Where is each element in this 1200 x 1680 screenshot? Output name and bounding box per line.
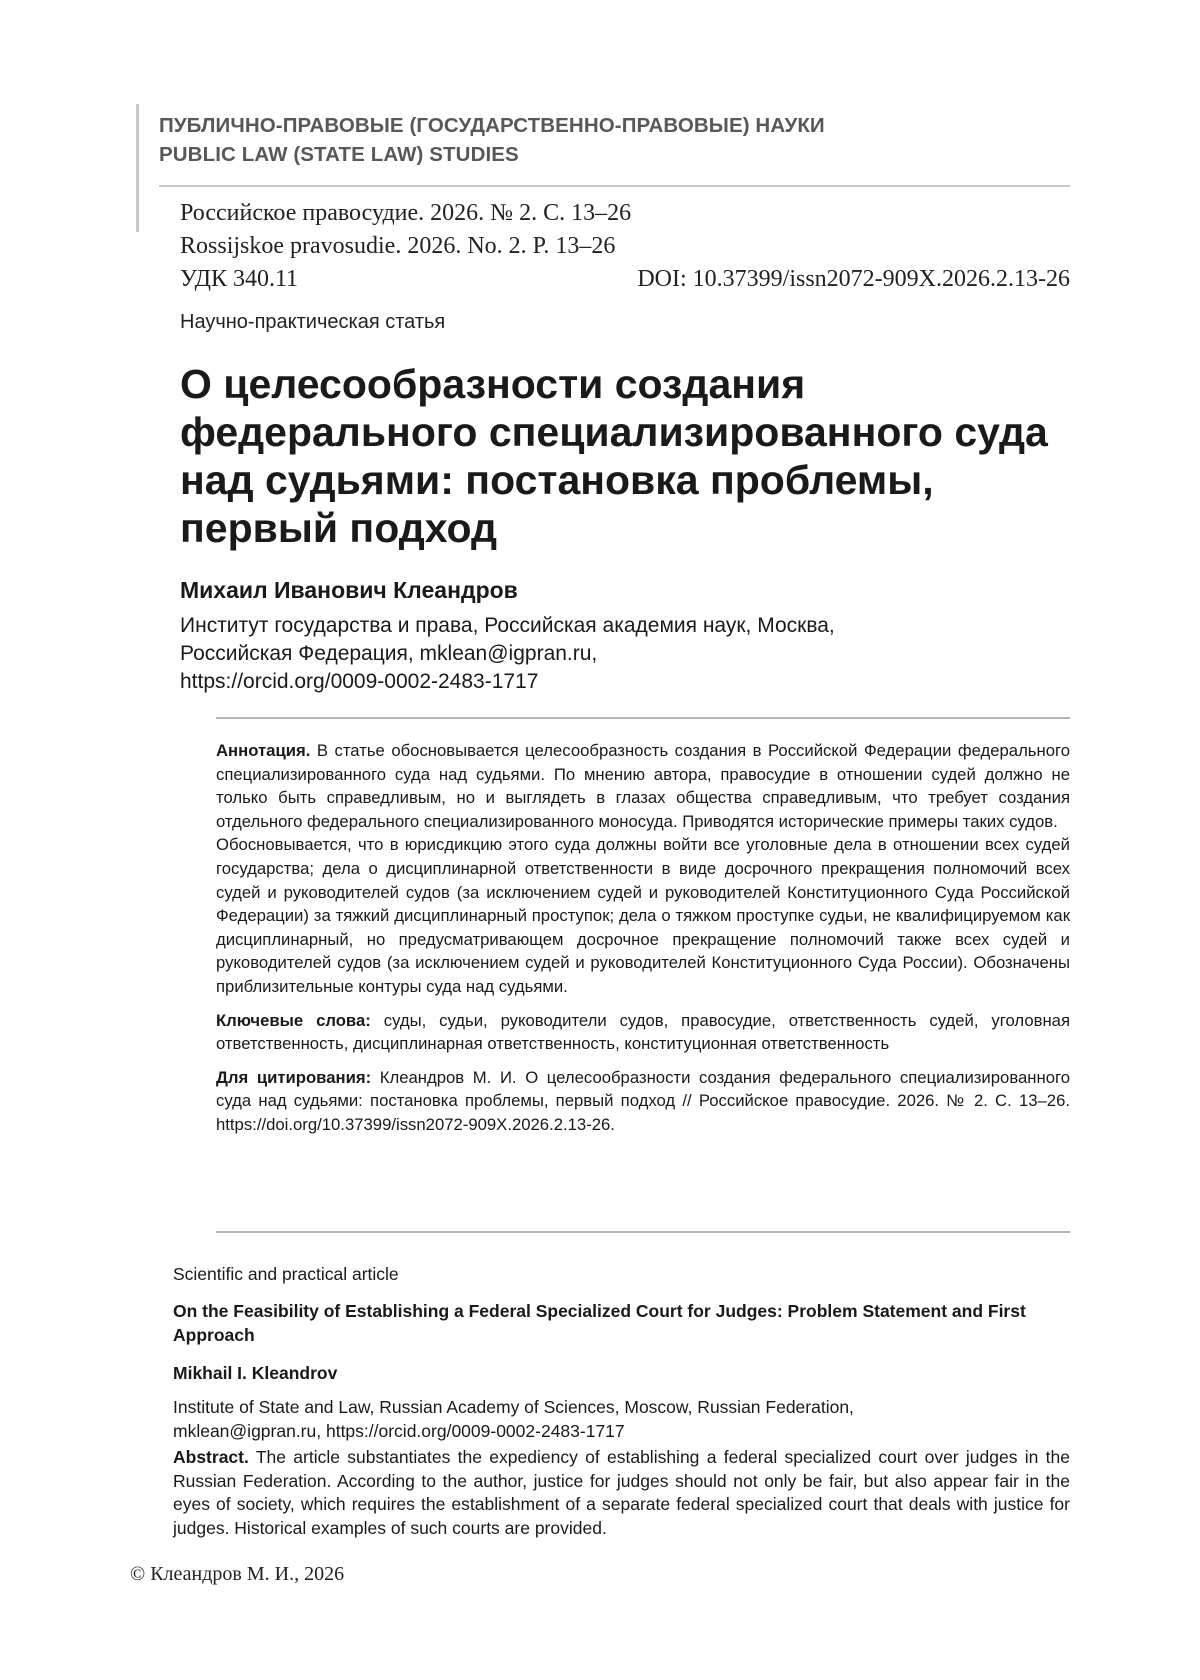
keywords-label: Ключевые слова:: [216, 1010, 371, 1030]
keywords-text: суды, судьи, руководители судов, правосудие, ответственность судей, уголовная ответственность, дисциплинарная ответственность, конституционная ответственность: [216, 1010, 1071, 1054]
affiliation-ru: [180, 612, 1000, 696]
abstract-divider-bottom: [216, 1231, 1070, 1233]
keywords: [216, 1009, 1070, 1056]
cite-text: Клеандров М. И. О целесообразности создания федерального специализированного суда над судьями: постановка проблемы, первый подход // Российское правосудие. 2026. № 2. С. 13–26. https://doi.org/10.37399/issn2072-909X.2026.2.13-26.: [216, 1067, 1070, 1134]
affiliation-line: mklean@igpran.ru, https://orcid.org/0009-0002-2483-1717: [173, 1420, 625, 1441]
abstract-text: В статье обосновывается целесообразность создания в Российской Федерации федерального специализированного суда над судьями. По мнению автора, правосудие в отношении судей должно не только быть справедливым, но и выглядеть в глазах общества справедливым, что требует создания отдельного федерального специализированного моносуда. Приводятся исторические примеры таких судов.: [216, 741, 1071, 831]
author-name-ru: Михаил Иванович Клеандров: [180, 577, 518, 603]
affiliation-line: Institute of State and Law, Russian Academy of Sciences, Moscow, Russian Federation,: [173, 1397, 854, 1417]
abstract-paragraph: Обосновывается, что в юрисдикцию этого суда должны войти все уголовные дела в отношении всех судей государства; дела о дисциплинарной ответственности в виде досрочного прекращения полномочий всех судей и руководителей судов (за исключением судей и руководителей Конституционного Суда Российской Федерации) за тяжкий дисциплинарный проступок; дела о тяжком проступке судьи, не квалифицируемом как дисциплинарный, но предусматривающем досрочное прекращение полномочий также всех судей и руководителей судов (за исключением судей и руководителей Конституционного Суда России). Обозначены приблизительные контуры суда над судьями.: [216, 835, 1070, 996]
copyright: © Клеандров М. И., 2026: [130, 1563, 345, 1585]
abstract-divider-top: [216, 717, 1070, 719]
citation-ru: [216, 1066, 1070, 1137]
article-title-ru: О целесообразности создания федерального специализированного суда над судьями: постановка проблемы, первый подход: [180, 361, 1048, 551]
article-type-en: Scientific and practical article: [173, 1264, 399, 1284]
abstract-paragraph: [216, 739, 1070, 833]
section-bar: [136, 104, 139, 232]
article-type-ru: Научно-практическая статья: [180, 311, 446, 333]
udk-code: УДК 340.11: [180, 266, 299, 292]
author-name-en: Mikhail I. Kleandrov: [173, 1363, 338, 1383]
abstract-ru: [216, 739, 1070, 1137]
abstract-en: [173, 1446, 1070, 1540]
affiliation-line: Российская Федерация, mklean@igpran.ru,: [180, 642, 598, 665]
journal-citation-en: Rossijskoe pravosudie. 2026. No. 2. P. 13–26: [180, 233, 616, 259]
abstract-label-en: Abstract.: [173, 1447, 249, 1467]
affiliation-line: Институт государства и права, Российская академия наук, Москва,: [180, 614, 835, 637]
journal-citation-ru: Российское правосудие. 2026. № 2. С. 13–26: [180, 200, 632, 226]
abstract-text-en: The article substantiates the expediency of establishing a federal specialized court over judges in the Russian Federation. According to the author, justice for judges should not only be fair, but also appear fair in the eyes of society, which requires the establishment of a separate federal specialized court that deals with justice for judges. Historical examples of such courts are provided.: [173, 1447, 1071, 1538]
section-title-ru: ПУБЛИЧНО-ПРАВОВЫЕ (ГОСУДАРСТВЕННО-ПРАВОВЫЕ) НАУКИ: [159, 114, 825, 137]
doi: DOI: 10.37399/issn2072-909X.2026.2.13-26: [637, 266, 1070, 292]
orcid-link[interactable]: https://orcid.org/0009-0002-2483-1717: [180, 670, 539, 693]
section-title-en: PUBLIC LAW (STATE LAW) STUDIES: [159, 143, 519, 166]
cite-label: Для цитирования:: [216, 1067, 372, 1087]
header-divider: [159, 185, 1070, 187]
abstract-label: Аннотация.: [216, 741, 311, 760]
affiliation-en: [173, 1396, 1073, 1443]
article-title-en: On the Feasibility of Establishing a Federal Specialized Court for Judges: Problem Statement and First Approach: [173, 1301, 1026, 1345]
